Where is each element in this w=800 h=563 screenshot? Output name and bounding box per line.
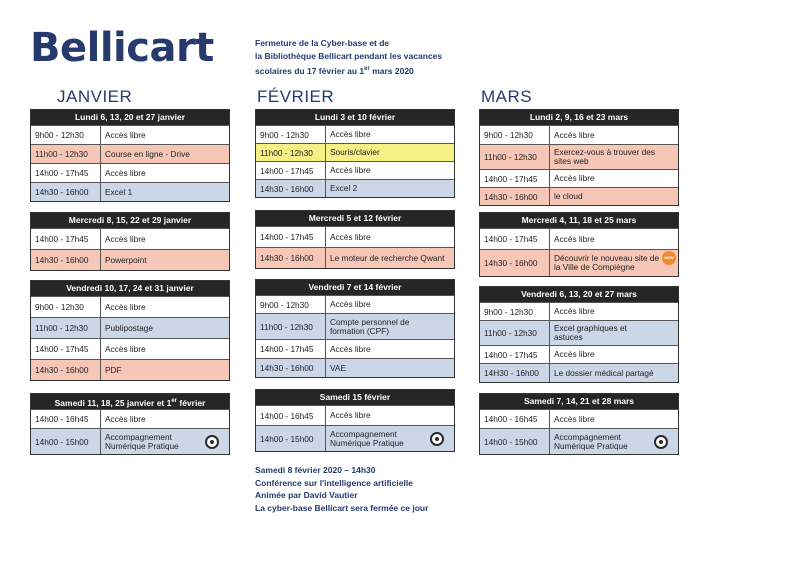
activity-cell: Le moteur de recherche Qwant — [330, 252, 445, 263]
block-heading: Vendredi 7 et 14 février — [256, 280, 454, 295]
activity-cell: Accès libre — [330, 299, 371, 309]
time-cell: 14h00 - 17h45 — [480, 346, 550, 363]
time-cell: 14h00 - 17h45 — [31, 229, 101, 249]
activity-cell: Excel 1 — [105, 186, 133, 197]
time-cell: 14h30 - 16h00 — [256, 248, 326, 268]
schedule-row — [31, 182, 229, 201]
activity-cell: Publipostage — [105, 322, 153, 333]
schedule-row — [256, 295, 454, 313]
time-cell: 14h00 - 17h45 — [256, 340, 326, 358]
time-cell: 9h00 - 12h30 — [256, 296, 326, 313]
month-title-mars: MARS — [481, 87, 533, 106]
schedule-row — [31, 125, 229, 144]
schedule-row — [31, 317, 229, 338]
activity-cell: Exercez-vous à trouver des sites web — [554, 147, 655, 166]
activity-cell: Accès libre — [105, 167, 146, 178]
schedule-row — [31, 338, 229, 359]
schedule-row — [256, 358, 454, 377]
activity-cell: Accès libre — [105, 343, 146, 354]
schedule-row — [480, 125, 678, 144]
activity-cell: Accompagnement Numérique Pratique — [554, 431, 628, 451]
time-cell: 14h30 - 16h00 — [256, 359, 326, 377]
block-heading: Mercredi 4, 11, 18 et 25 mars — [480, 213, 678, 228]
schedule-row — [480, 228, 678, 249]
schedule-block — [30, 212, 230, 271]
closure-notice — [255, 37, 485, 78]
schedule-row — [31, 163, 229, 182]
schedule-block — [30, 280, 230, 381]
activity-cell: Accès libre — [554, 129, 595, 140]
time-cell: 14h00 - 16h45 — [480, 410, 550, 428]
activity-cell: Accès libre — [554, 173, 595, 183]
time-cell: 14h30 - 16h00 — [31, 250, 101, 270]
block-heading: Samedi 15 février — [256, 390, 454, 405]
schedule-row — [480, 249, 678, 276]
activity-cell: Compte personnel de formation (CPF) — [330, 316, 410, 336]
time-cell: 9h00 - 12h30 — [480, 303, 550, 320]
activity-cell: Accès libre — [105, 301, 146, 312]
time-cell: 11h00 - 12h30 — [480, 321, 550, 345]
schedule-block — [479, 109, 679, 206]
joystick-icon — [430, 432, 444, 446]
time-cell: 14h30 - 16h00 — [31, 183, 101, 201]
time-cell: 14h00 - 16h45 — [31, 410, 101, 428]
schedule-row — [31, 228, 229, 249]
block-heading: Lundi 3 et 10 février — [256, 110, 454, 125]
activity-cell: Accès libre — [105, 413, 146, 424]
joystick-icon — [205, 435, 219, 449]
schedule-block — [30, 393, 230, 455]
schedule-row — [480, 428, 678, 454]
time-cell: 14h00 - 17h45 — [31, 339, 101, 359]
time-cell: 14h30 - 16h00 — [480, 188, 550, 205]
notice-line: la Bibliothèque Bellicart pendant les vacances — [255, 51, 443, 61]
schedule-block — [255, 279, 455, 378]
time-cell: 14h00 - 15h00 — [256, 426, 326, 451]
schedule-row — [256, 125, 454, 143]
activity-cell: Accès libre — [554, 413, 595, 424]
activity-cell: Accompagnement Numérique Pratique — [330, 428, 404, 448]
activity-cell: Accès libre — [554, 306, 595, 316]
activity-cell: Accès libre — [554, 233, 595, 244]
schedule-row — [480, 187, 678, 205]
activity-cell: PDF — [105, 364, 122, 375]
time-cell: 14h30 - 16h00 — [256, 180, 326, 197]
event-line: Conférence sur l'intelligence artificielle — [255, 477, 413, 488]
schedule-row — [256, 247, 454, 268]
block-heading: Samedi 7, 14, 21 et 28 mars — [480, 394, 678, 409]
schedule-row — [480, 320, 678, 345]
schedule-row — [256, 313, 454, 339]
notice-line: scolaires du 17 février au 1er mars 2020 — [255, 65, 414, 76]
month-title-fevrier: FÉVRIER — [257, 87, 335, 106]
block-heading: Samedi 11, 18, 25 janvier et 1er février — [31, 394, 229, 409]
schedule-row — [480, 302, 678, 320]
schedule-row — [480, 169, 678, 187]
schedule-block — [479, 286, 679, 383]
time-cell: 9h00 - 12h30 — [31, 297, 101, 317]
time-cell: 14h00 - 17h45 — [31, 164, 101, 182]
schedule-row — [31, 144, 229, 163]
event-line: La cyber-base Bellicart sera fermée ce jour — [255, 502, 429, 513]
time-cell: 11h00 - 12h30 — [31, 318, 101, 338]
schedule-block — [255, 109, 455, 198]
event-line: Animée par David Vautier — [255, 490, 358, 500]
activity-cell: Souris/clavier — [330, 147, 380, 157]
schedule-row — [480, 409, 678, 428]
time-cell: 14h00 - 17h45 — [480, 229, 550, 249]
activity-cell: Le dossier médical partagé — [554, 367, 654, 378]
activity-cell: Excel 2 — [330, 183, 358, 193]
activity-cell: Course en ligne - Drive — [105, 148, 190, 159]
schedule-row — [31, 428, 229, 454]
activity-cell: Excel graphiques et astuces — [554, 323, 627, 342]
block-heading: Mercredi 5 et 12 février — [256, 211, 454, 226]
time-cell: 14H30 - 16h00 — [480, 364, 550, 382]
block-heading: Lundi 2, 9, 16 et 23 mars — [480, 110, 678, 125]
time-cell: 14h00 - 17h45 — [480, 170, 550, 187]
schedule-row — [256, 143, 454, 161]
activity-cell: Accès libre — [330, 129, 371, 139]
schedule-row — [480, 363, 678, 382]
bellicart-logo: Bellicart — [30, 25, 214, 71]
time-cell: 14h00 - 17h45 — [256, 162, 326, 179]
activity-cell: Accès libre — [330, 165, 371, 175]
schedule-row — [256, 405, 454, 425]
time-cell: 14h00 - 15h00 — [480, 429, 550, 454]
time-cell: 14h00 - 16h45 — [256, 406, 326, 425]
time-cell: 9h00 - 12h30 — [256, 126, 326, 143]
time-cell: 11h00 - 12h30 — [480, 145, 550, 169]
time-cell: 11h00 - 12h30 — [31, 145, 101, 163]
schedule-block — [479, 393, 679, 455]
schedule-row — [31, 296, 229, 317]
activity-cell: Accès libre — [554, 349, 595, 359]
time-cell: 14h00 - 17h45 — [256, 227, 326, 247]
schedule-row — [480, 144, 678, 169]
new-badge: NEW — [662, 251, 676, 265]
schedule-row — [256, 425, 454, 451]
month-title-janvier: JANVIER — [57, 87, 133, 106]
schedule-row — [480, 345, 678, 363]
block-heading: Vendredi 10, 17, 24 et 31 janvier — [31, 281, 229, 296]
activity-cell: Powerpoint — [105, 254, 147, 265]
activity-cell: Découvrir le nouveau site de la Ville de Compiègne — [554, 253, 660, 272]
schedule-row — [31, 359, 229, 380]
activity-cell: VAE — [330, 362, 346, 373]
activity-cell: le cloud — [554, 191, 583, 201]
schedule-block — [479, 212, 679, 277]
time-cell: 14h30 - 16h00 — [480, 250, 550, 276]
time-cell: 11h00 - 12h30 — [256, 144, 326, 161]
joystick-icon — [654, 435, 668, 449]
event-line: Samedi 8 février 2020 – 14h30 — [255, 465, 376, 475]
time-cell: 14h00 - 15h00 — [31, 429, 101, 454]
schedule-block — [30, 109, 230, 202]
schedule-row — [256, 179, 454, 197]
schedule-row — [256, 161, 454, 179]
time-cell: 9h00 - 12h30 — [31, 126, 101, 144]
block-heading: Lundi 6, 13, 20 et 27 janvier — [31, 110, 229, 125]
block-heading: Mercredi 8, 15, 22 et 29 janvier — [31, 213, 229, 228]
activity-cell: Accès libre — [330, 343, 371, 354]
activity-cell: Accompagnement Numérique Pratique — [105, 431, 179, 451]
schedule-row — [256, 226, 454, 247]
schedule-block — [255, 389, 455, 452]
conference-announcement — [255, 464, 428, 514]
schedule-row — [31, 249, 229, 270]
schedule-row — [256, 339, 454, 358]
schedule-row — [31, 409, 229, 428]
schedule-block — [255, 210, 455, 269]
activity-cell: Accès libre — [330, 410, 371, 420]
block-heading: Vendredi 6, 13, 20 et 27 mars — [480, 287, 678, 302]
time-cell: 9h00 - 12h30 — [480, 126, 550, 144]
time-cell: 14h30 - 16h00 — [31, 360, 101, 380]
notice-line: Fermeture de la Cyber-base et de — [255, 38, 390, 48]
activity-cell: Accès libre — [330, 231, 371, 242]
time-cell: 11h00 - 12h30 — [256, 314, 326, 339]
activity-cell: Accès libre — [105, 233, 146, 244]
activity-cell: Accès libre — [105, 129, 146, 140]
